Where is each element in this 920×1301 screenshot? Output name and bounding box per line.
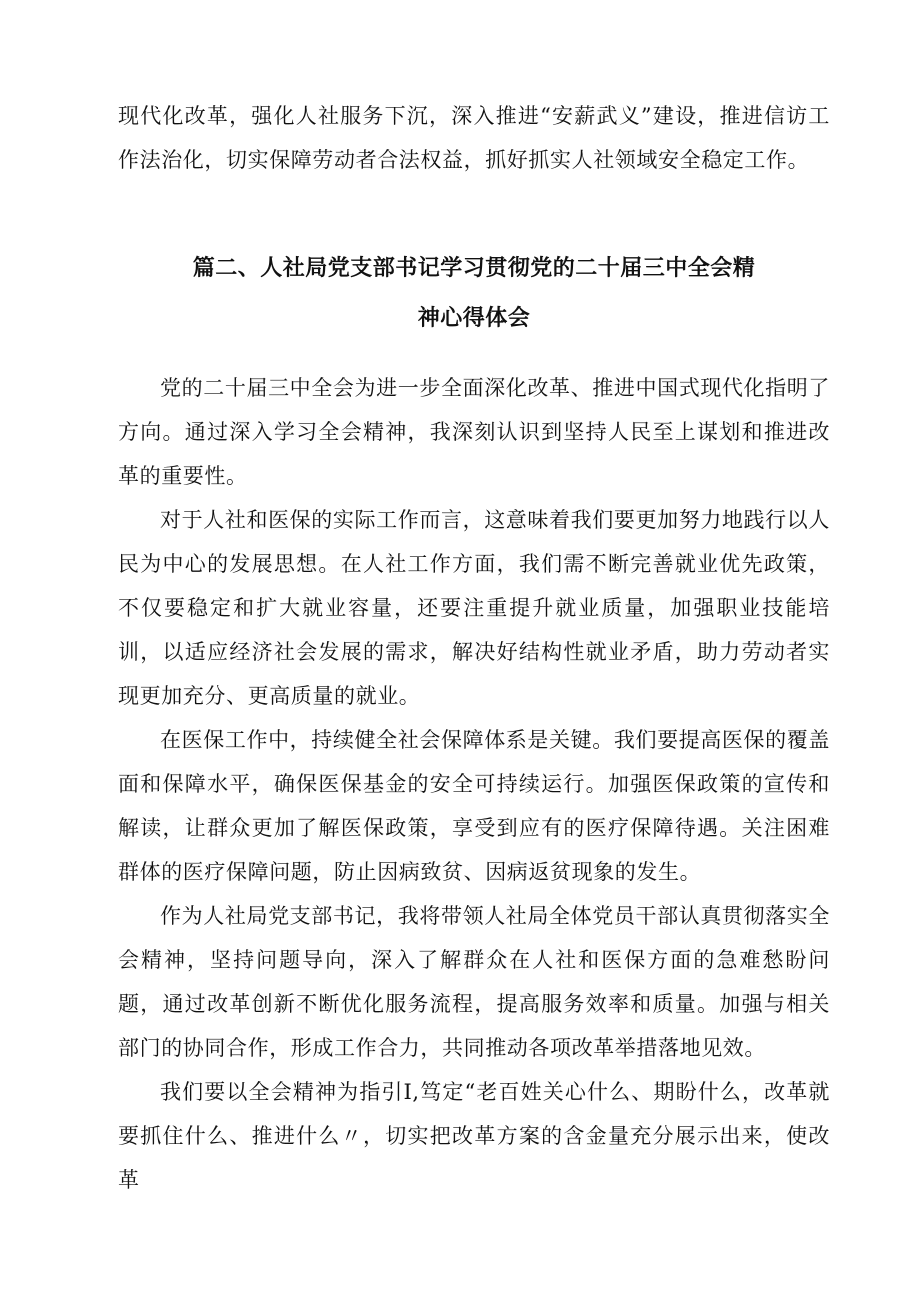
body-paragraph-4: 作为人社局党支部书记，我将带领人社局全体党员干部认真贯彻落实全会精神，坚持问题导向，深入了解群众在人社和医保方面的急难愁盼问题，通过改革创新不断优化服务流程，提高服务效率和质量。加强与相关部门的协同合作，形成工作合力，共同推动各项改革举措落地见效。 [118,904,830,1060]
continuation-paragraph: 现代化改革，强化人社服务下沉，深入推进“安薪武义”建设，推进信访工作法治化，切实保障劳动者合法权益，抓好抓实人社领域安全稳定工作。 [118,104,830,172]
section-heading [118,244,830,344]
body-section [118,366,830,1202]
body-paragraph-5: 我们要以全会精神为指引I,笃定“老百姓关心什么、期盼什么，改革就要抓住什么、推进什么〃，切实把改革方案的含金量充分展示出来，使改革 [118,1080,830,1192]
body-paragraph-1: 党的二十届三中全会为进一步全面深化改革、推进中国式现代化指明了方向。通过深入学习全会精神，我深刻认识到坚持人民至上谋划和推进改革的重要性。 [118,376,830,488]
body-paragraph-3: 在医保工作中，持续健全社会保障体系是关键。我们要提高医保的覆盖面和保障水平，确保医保基金的安全可持续运行。加强医保政策的宣传和解读，让群众更加了解医保政策，享受到应有的医疗保障待遇。关注困难群体的医疗保障问题，防止因病致贫、因病返贫现象的发生。 [118,728,830,884]
heading-line-1: 篇二、人社局党支部书记学习贯彻党的二十届三中全会精 [192,256,756,281]
body-paragraph-2: 对于人社和医保的实际工作而言，这意味着我们要更加努力地践行以人民为中心的发展思想。在人社工作方面，我们需不断完善就业优先政策，不仅要稳定和扩大就业容量，还要注重提升就业质量，加强职业技能培训，以适应经济社会发展的需求，解决好结构性就业矛盾，助力劳动者实现更加充分、更高质量的就业。 [118,508,830,708]
continuation-section [118,94,830,182]
heading-line-2: 神心得体会 [417,306,531,331]
